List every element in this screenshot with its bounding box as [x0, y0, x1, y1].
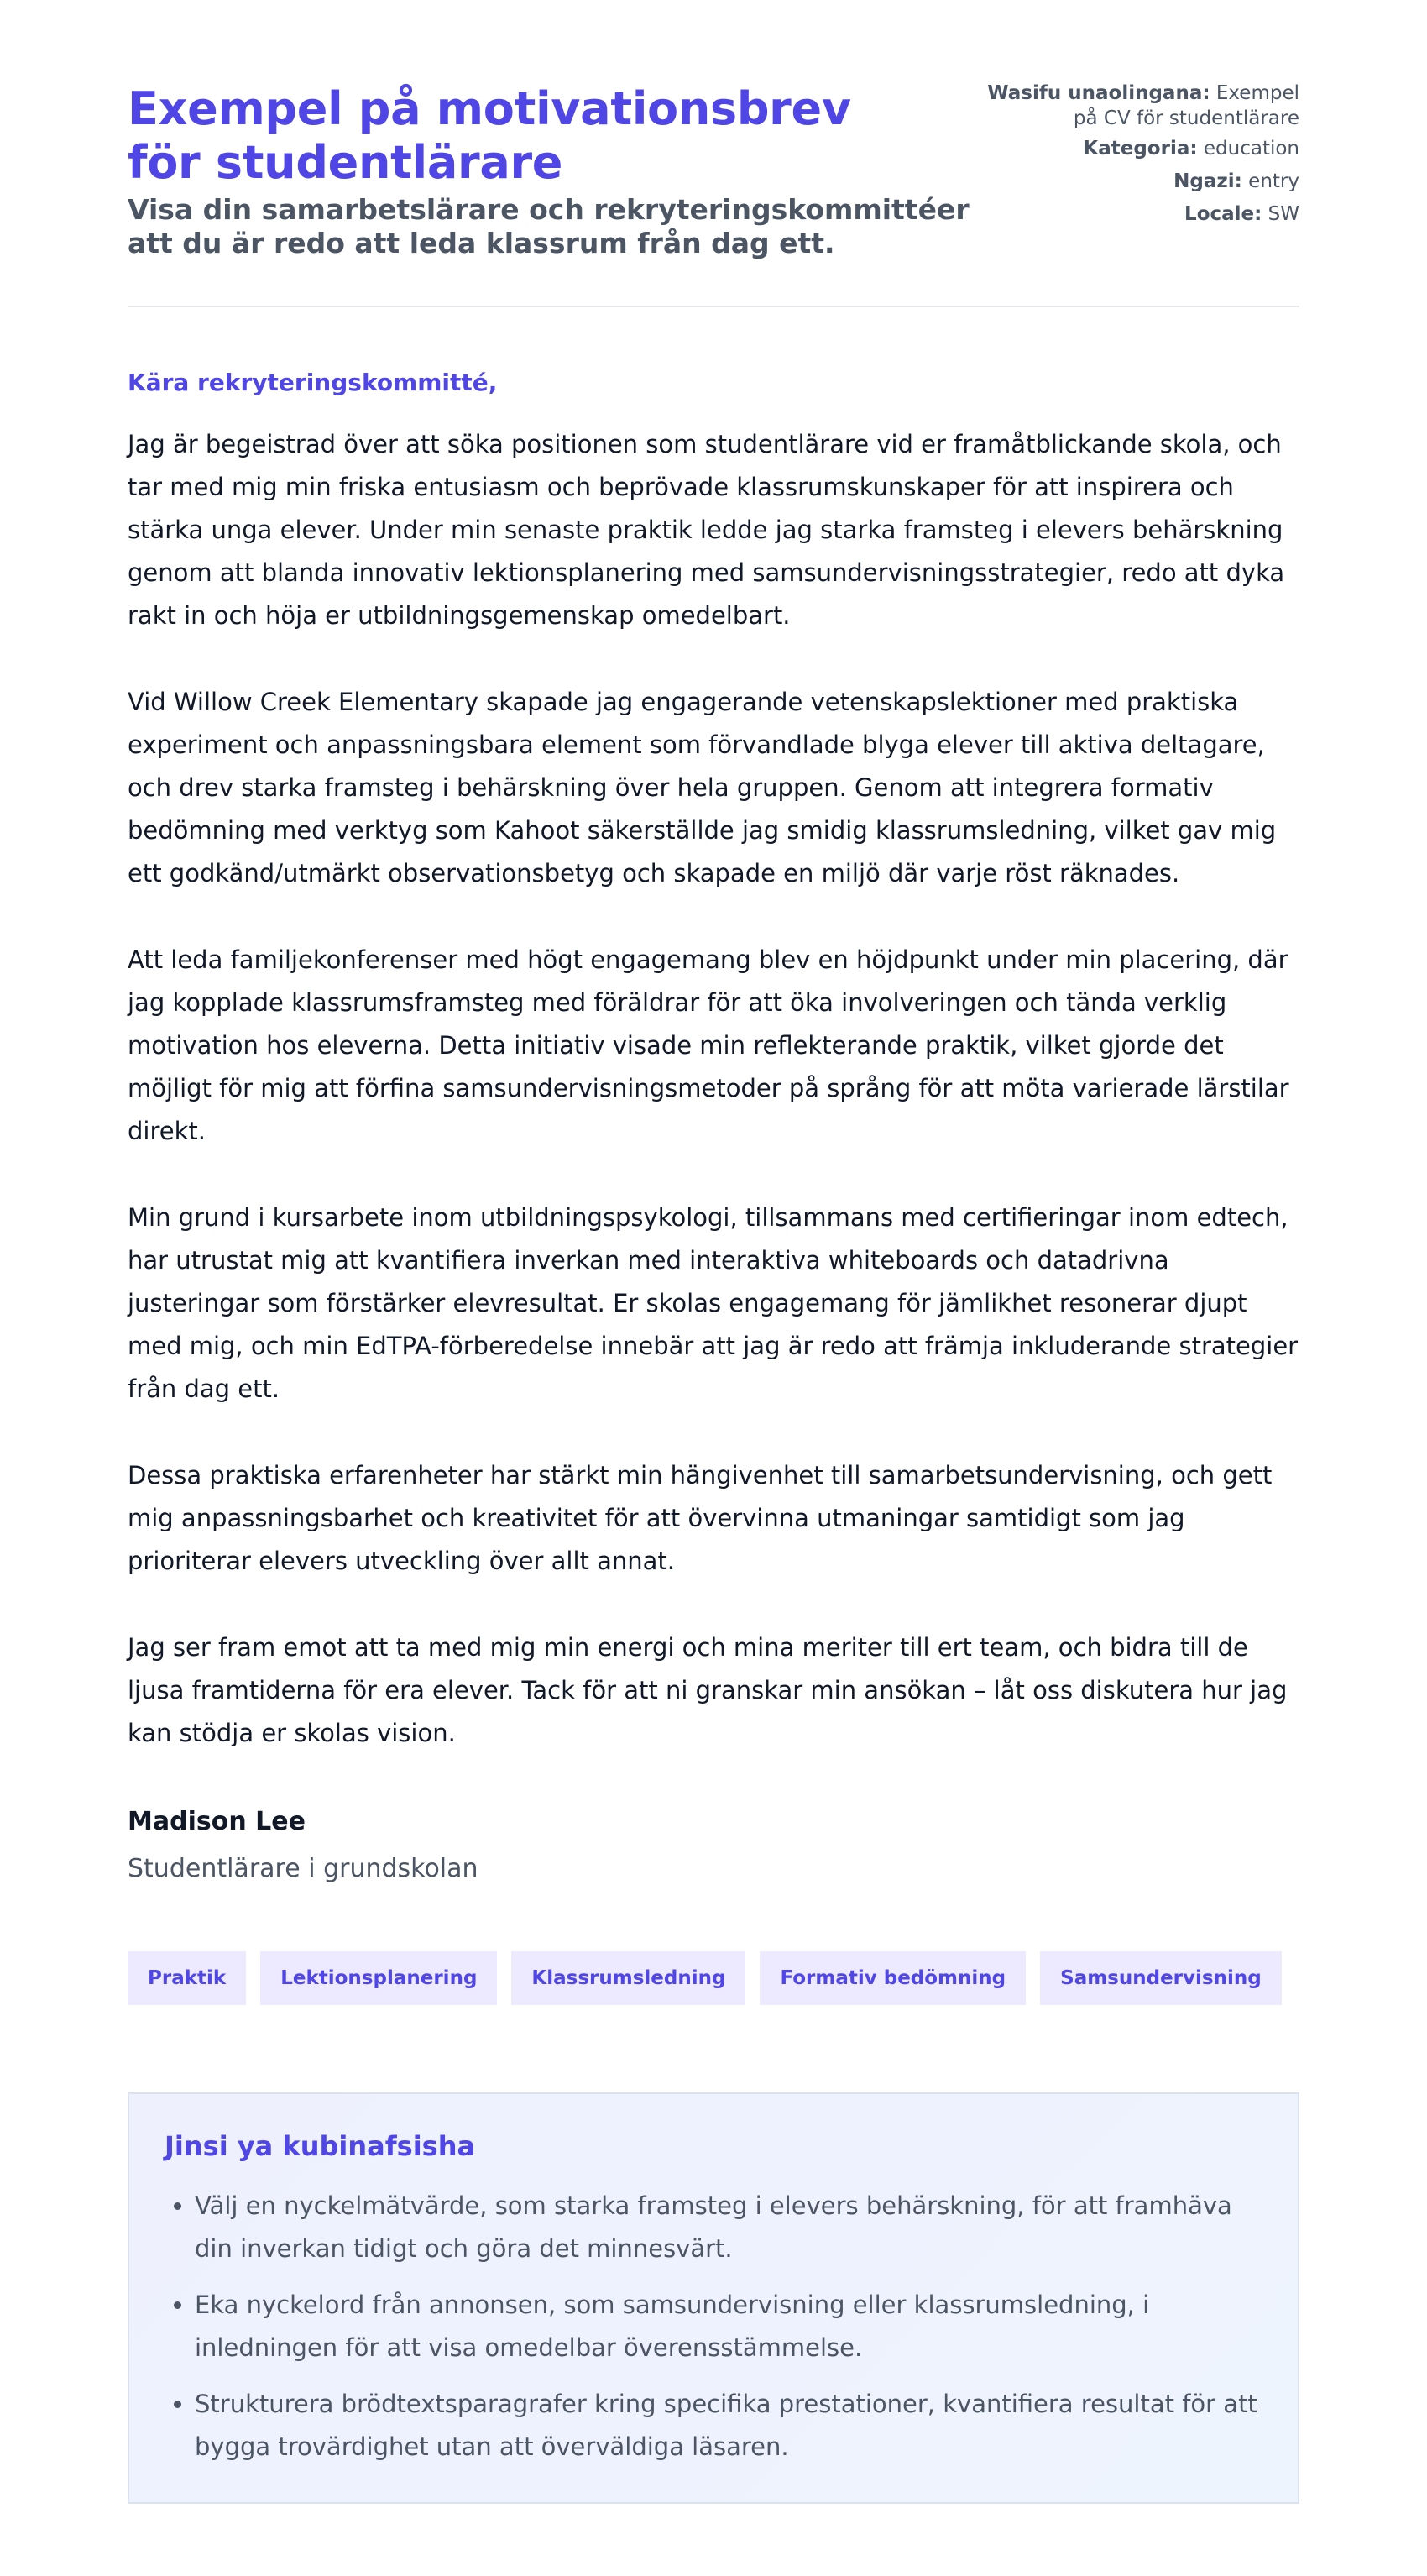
- meta-level-value: entry: [1248, 170, 1299, 192]
- meta-level-label: Ngazi:: [1173, 170, 1242, 192]
- letter-paragraph: Min grund i kursarbete inom utbildningspsykologi, tillsammans med certifieringar inom edtech, har utrustat mig att kvantifiera inverkan med interaktiva whiteboards och datadrivna justeringar som förstärker elevresultat. Er skolas engagemang för jämlikhet resonerar djupt med mig, och min EdTPA-förberedelse innebär att jag är redo att främja inkluderande strategier från dag ett.: [128, 1203, 1299, 1403]
- page-title: Exempel på motivationsbrev för studentlärare: [128, 82, 851, 189]
- tag-formativ-bedomning: Formativ bedömning: [760, 1951, 1026, 2005]
- signature-block: [128, 1805, 1299, 1886]
- letter-paragraph: Att leda familjekonferenser med högt engagemang blev en höjdpunkt under min placering, där jag kopplade klassrumsframsteg med föräldrar för att öka involveringen och tända verklig motivation hos eleverna. Detta initiativ visade min reflekterande praktik, vilket gjorde det möjligt för mig att förfina samsundervisningsmetoder på språng för att möta varierade lärstilar direkt.: [128, 945, 1289, 1145]
- tag-klassrumsledning: Klassrumsledning: [511, 1951, 745, 2005]
- meta-locale-value: SW: [1268, 203, 1299, 225]
- meta-matching-resume: [964, 81, 1299, 131]
- letter-paragraph: Jag är begeistrad över att söka positionen som studentlärare vid er framåtblickande skola, och tar med mig min friska entusiasm och beprövade klassrumskunskaper för att inspirera och stärka unga elever. Under min senaste praktik ledde jag starka framsteg i elevers behärskning genom att blanda innovativ lektionsplanering med samsundervisningsstrategier, redo att dyka rakt in och höja er utbildningsgemenskap omedelbart.: [128, 430, 1285, 630]
- tag-praktik: Praktik: [128, 1951, 246, 2005]
- meta-category: [964, 136, 1299, 161]
- header-divider: [128, 306, 1299, 307]
- meta-matching-resume-value: Exempel på CV för studentlärare: [1073, 82, 1299, 129]
- tag-lektionsplanering: Lektionsplanering: [260, 1951, 497, 2005]
- letter-paragraph: Dessa praktiska erfarenheter har stärkt min hängivenhet till samarbetsundervisning, och gett mig anpassningsbarhet och kreativitet för att övervinna utmaningar samtidigt som jag prioriterar elevers utveckling över allt annat.: [128, 1461, 1273, 1575]
- page-header: [128, 82, 1299, 306]
- meta-level: [964, 169, 1299, 194]
- tips-list-item: • Välj en nyckelmätvärde, som starka framsteg i elevers behärskning, för att framhäva din inverkan tidigt och göra det minnesvärt.: [195, 2185, 1262, 2270]
- meta-category-label: Kategoria:: [1083, 138, 1198, 160]
- meta-panel: [964, 81, 1299, 234]
- meta-category-value: education: [1203, 138, 1299, 160]
- signature-name: Madison Lee: [128, 1807, 306, 1836]
- tips-list: [165, 2185, 1262, 2469]
- tips-list-item: • Eka nyckelord från annonsen, som samsundervisning eller klassrumsledning, i inledningen för att visa omedelbar överensstämmelse.: [195, 2284, 1262, 2369]
- tips-list-item: • Strukturera brödtextsparagrafer kring specifika prestationer, kvantifiera resultat för att bygga trovärdighet utan att överväldiga läsaren.: [195, 2383, 1262, 2469]
- meta-matching-resume-label: Wasifu unaolingana:: [987, 82, 1210, 104]
- meta-locale: [964, 202, 1299, 227]
- skill-tags: [128, 1951, 1299, 2005]
- signature-role: Studentlärare i grundskolan: [128, 1854, 478, 1883]
- customization-tips-box: [128, 2092, 1299, 2504]
- letter-greeting: Kära rekryteringskommitté,: [128, 369, 498, 396]
- meta-locale-label: Locale:: [1184, 203, 1262, 225]
- letter-body: [128, 423, 1299, 1755]
- tag-samsundervisning: Samsundervisning: [1040, 1951, 1282, 2005]
- tips-title: Jinsi ya kubinafsisha: [165, 2130, 476, 2162]
- letter-paragraph: Vid Willow Creek Elementary skapade jag engagerande vetenskapslektioner med praktiska experiment och anpassningsbara element som förvandlade blyga elever till aktiva deltagare, och drev starka framsteg i behärskning över hela gruppen. Genom att integrera formativ bedömning med verktyg som Kahoot säkerställde jag smidig klassrumsledning, vilket gav mig ett godkänd/utmärkt observationsbetyg och skapade en miljö där varje röst räknades.: [128, 688, 1277, 887]
- page-subtitle: Visa din samarbetslärare och rekryteringskommittéer att du är redo att leda klassrum från dag ett.: [128, 193, 970, 259]
- letter-paragraph: Jag ser fram emot att ta med mig min energi och mina meriter till ert team, och bidra till de ljusa framtiderna för era elever. Tack för att ni granskar min ansökan – låt oss diskutera hur jag kan stödja er skolas vision.: [128, 1633, 1288, 1747]
